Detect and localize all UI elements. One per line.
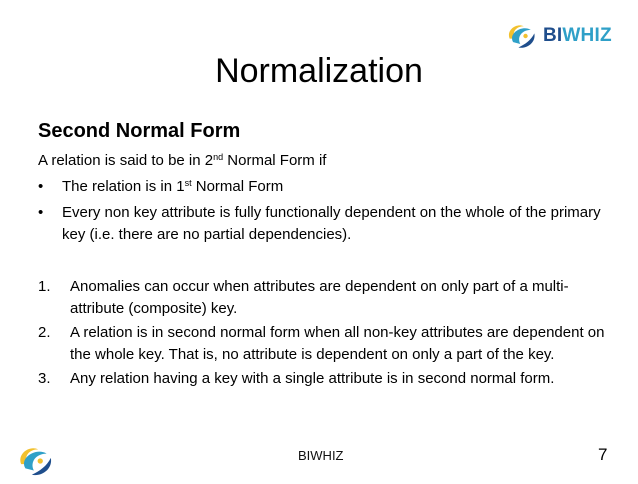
bullet-sup: st (184, 178, 192, 188)
biwhiz-logo-icon (13, 443, 59, 479)
numbered-list (38, 276, 608, 393)
slide-title: Normalization (215, 52, 423, 90)
numbered-item (38, 322, 608, 365)
brand-whiz: WHIZ (562, 25, 612, 46)
numbered-item (38, 368, 608, 390)
bullet-text: Every non key attribute is fully functionally dependent on the whole of the primary key (i.e. there are no partial dependencies). (62, 204, 601, 243)
item-text: A relation is in second normal form when all non-key attributes are dependent on the whole key. That is, no attribute is dependent on only a part of the key. (70, 324, 605, 363)
bullet-mark: • (38, 204, 44, 221)
numbered-item (38, 276, 608, 319)
item-text: Any relation having a key with a single attribute is in second normal form. (70, 370, 555, 387)
biwhiz-logo-icon (504, 21, 540, 51)
intro-after: Normal Form if (223, 152, 327, 169)
intro-before: A relation is said to be in 2 (38, 152, 214, 169)
bullet-item (38, 176, 608, 198)
item-number: 1. (38, 278, 51, 295)
bullet-list (38, 176, 608, 250)
item-number: 2. (38, 324, 51, 341)
brand-logo (504, 20, 612, 52)
item-text: Anomalies can occur when attributes are dependent on only part of a multi-attribute (composite) key. (70, 278, 569, 317)
section-heading: Second Normal Form (38, 120, 241, 142)
footer-brand: BIWHIZ (298, 448, 344, 463)
bullet-item (38, 202, 608, 246)
brand-bi: BI (543, 25, 563, 46)
intro-text (38, 150, 326, 172)
bullet-mark: • (38, 178, 44, 195)
brand-name (543, 25, 612, 47)
bullet-text-after: Normal Form (191, 178, 284, 195)
page-number: 7 (598, 445, 608, 464)
footer-logo (13, 443, 59, 484)
bullet-text: The relation is in 1 (62, 178, 185, 195)
item-number: 3. (38, 370, 51, 387)
intro-sup: nd (213, 152, 224, 162)
